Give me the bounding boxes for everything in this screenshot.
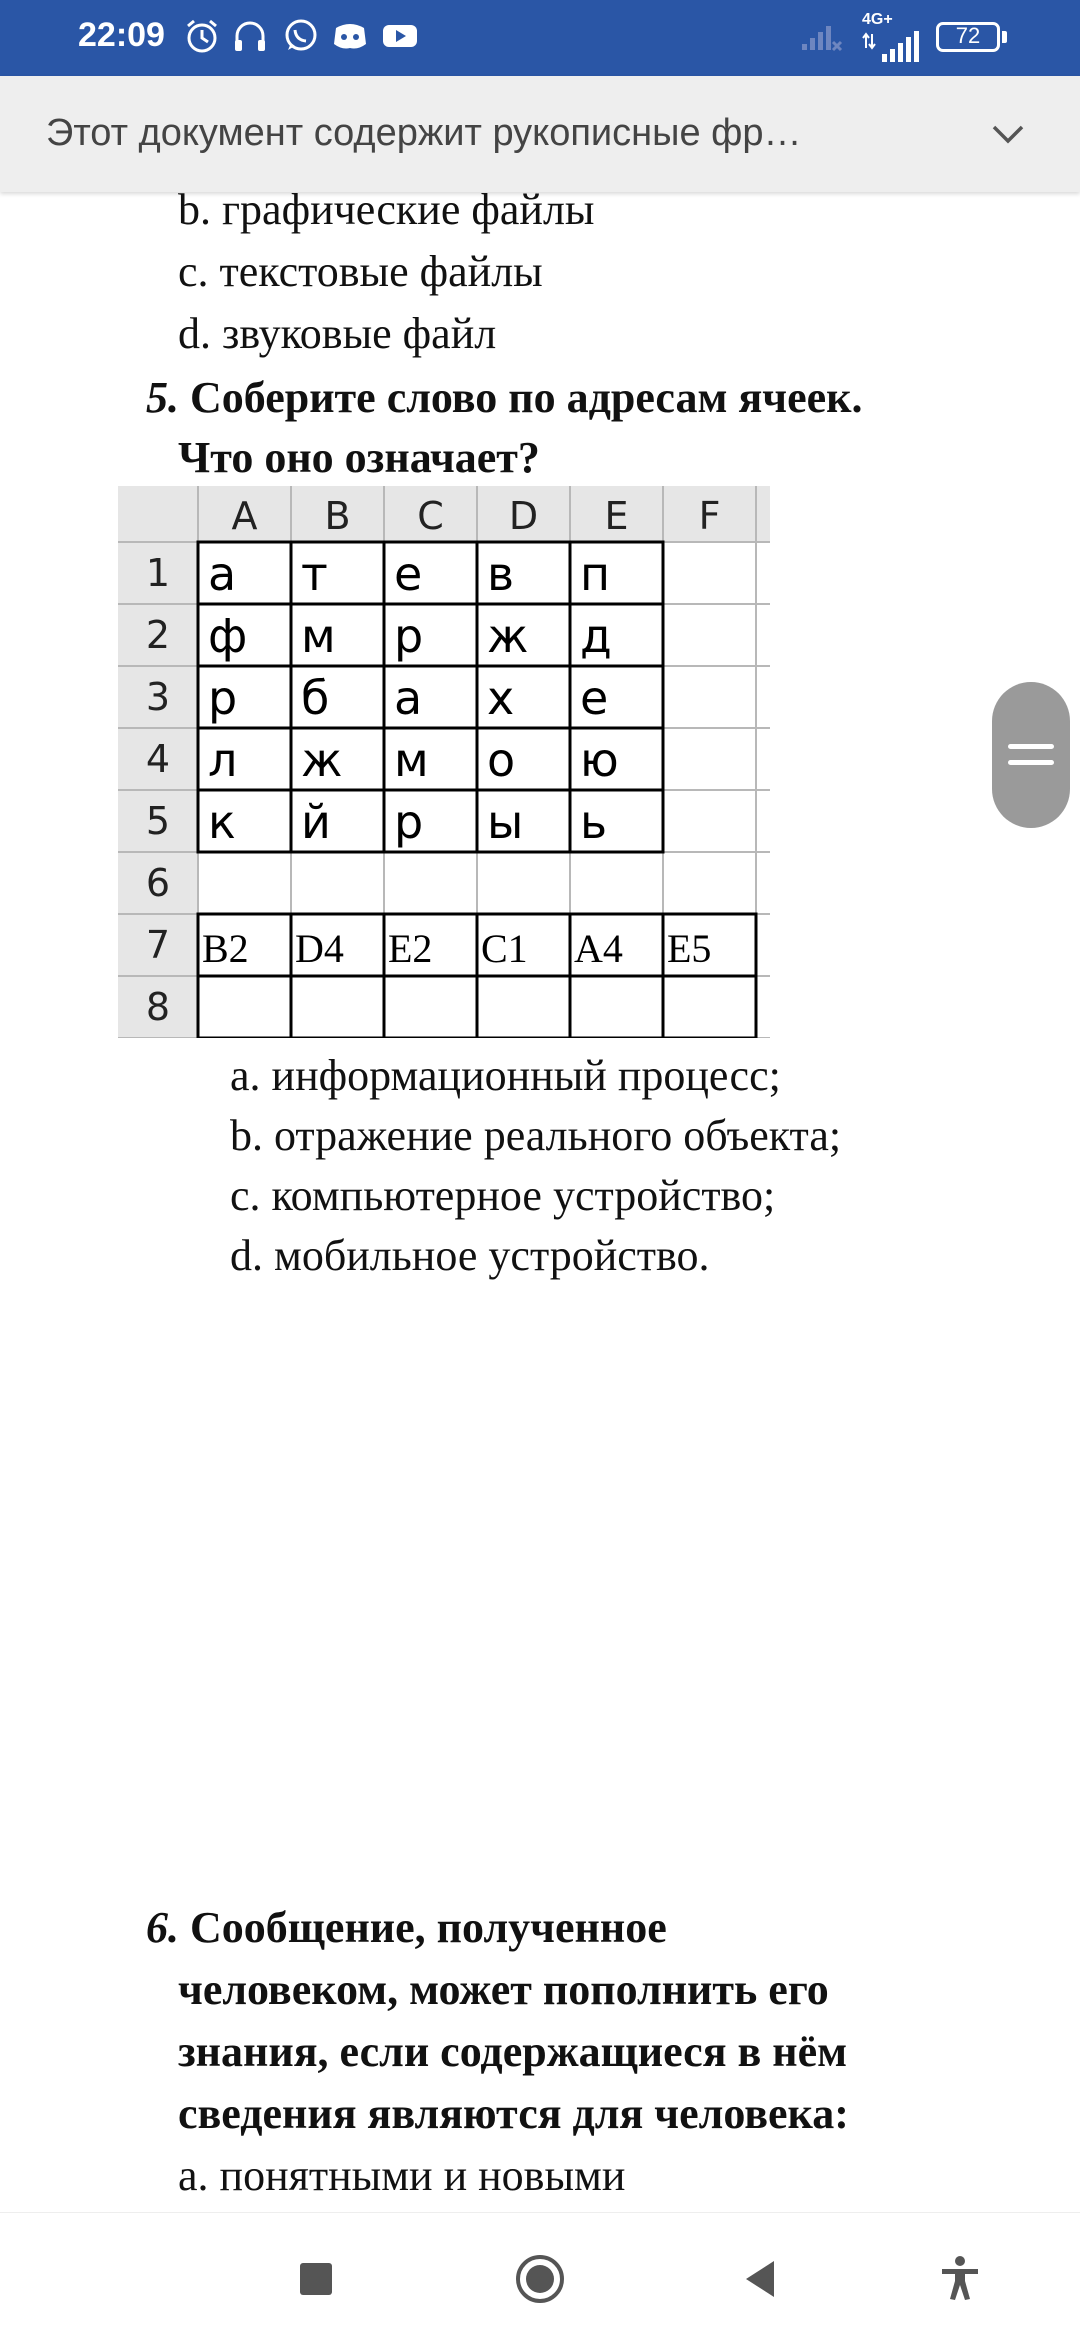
cell-d4: о [487,733,516,787]
question-6-line2: человеком, может пополнить его [178,1965,829,2014]
cell-b7: D4 [295,926,344,971]
accessibility-icon[interactable] [934,2253,986,2305]
cell-a1: а [208,547,237,601]
question-6-line1 [146,1902,667,1953]
cell-e7: A4 [574,926,623,971]
row-header-5: 5 [145,799,171,843]
cell-c3: а [394,671,423,725]
question-6-number: 6. [146,1903,179,1952]
question-5-line1 [146,372,862,423]
status-bar [0,0,1080,76]
spreadsheet-grid [118,486,770,1038]
cell-d7: C1 [481,926,528,971]
question-5-text: Соберите слово по адресам ячеек. [190,373,863,422]
cell-c1: е [394,547,423,601]
home-circle-icon[interactable] [514,2253,566,2305]
cell-e2: д [580,609,612,663]
cell-a4: л [208,733,238,787]
banner-text: Этот документ содержит рукописные фр… [46,112,802,154]
cell-e4: ю [580,733,619,787]
battery-level: 72 [955,23,981,48]
row-header-7: 7 [145,923,171,967]
column-header-b: B [324,494,351,538]
cell-a5: к [208,795,236,849]
row-header-4: 4 [145,737,171,781]
alarm-icon [182,16,222,56]
column-header-c: C [417,494,444,538]
cell-d2: ж [487,609,529,663]
option-b-graphics: b. графические файлы [178,185,595,234]
cell-b4: ж [301,733,343,787]
column-header-d: D [508,494,539,538]
youtube-icon [380,16,420,56]
cell-e3: е [580,671,609,725]
column-header-e: E [604,494,629,538]
question-6-line4: сведения являются для человека: [178,2089,849,2138]
cell-b5: й [301,795,331,849]
question-6-text: Сообщение, полученное [190,1903,667,1952]
recents-square-icon[interactable] [290,2253,342,2305]
cell-a3: р [208,671,238,725]
row-header-2: 2 [145,613,171,657]
row-header-8: 8 [145,985,171,1029]
q5-option-c: c. компьютерное устройство; [230,1171,776,1220]
q5-option-d: d. мобильное устройство. [230,1231,710,1280]
cell-b3: б [301,671,330,725]
battery-icon [936,22,1000,52]
q5-option-a: a. информационный процесс; [230,1051,781,1100]
cell-a2: ф [208,609,248,663]
cell-c2: р [394,609,424,663]
signal-strength-icon [862,30,922,64]
option-d-sound: d. звуковые файл [178,309,497,358]
battery-tip [1002,31,1007,43]
question-5-number: 5. [146,373,179,422]
cell-c7: E2 [388,926,433,971]
option-c-text: c. текстовые файлы [178,247,543,296]
column-header-f: F [698,494,721,538]
discord-icon [330,16,370,56]
cell-e5: ь [580,795,608,849]
handwriting-notice-banner[interactable] [0,76,1080,192]
back-triangle-icon[interactable] [736,2253,788,2305]
row-header-1: 1 [145,551,171,595]
cell-f7: E5 [667,926,712,971]
handle-grip-top [1008,744,1054,749]
question-5-line2: Что оно означает? [178,433,540,482]
handle-grip-bottom [1008,760,1054,765]
column-header-a: A [231,494,258,538]
cell-d5: ы [487,795,524,849]
scroll-handle[interactable] [992,682,1070,828]
cell-e1: п [580,547,611,601]
navigation-bar [0,2212,1080,2341]
cell-a7: B2 [202,926,249,971]
headphones-icon [230,16,270,56]
cell-c5: р [394,795,424,849]
cell-d3: х [487,671,515,725]
column-header-bar [118,486,770,542]
cell-d1: в [487,547,515,601]
signal-icon [800,16,844,56]
row-header-3: 3 [145,675,171,719]
status-time: 22:09 [78,16,165,54]
question-6-line3: знания, если содержащиеся в нём [178,2027,848,2076]
q5-option-b: b. отражение реального объекта; [230,1111,842,1160]
cell-b1: т [301,547,328,601]
spreadsheet-table [118,486,770,1038]
cell-c4: м [394,733,429,787]
whatsapp-icon [280,16,320,56]
row-header-6: 6 [145,861,171,905]
cell-b2: м [301,609,336,663]
chevron-down-icon[interactable] [990,116,1026,152]
q6-option-a: a. понятными и новыми [178,2151,626,2200]
network-type: 4G+ [862,11,893,28]
